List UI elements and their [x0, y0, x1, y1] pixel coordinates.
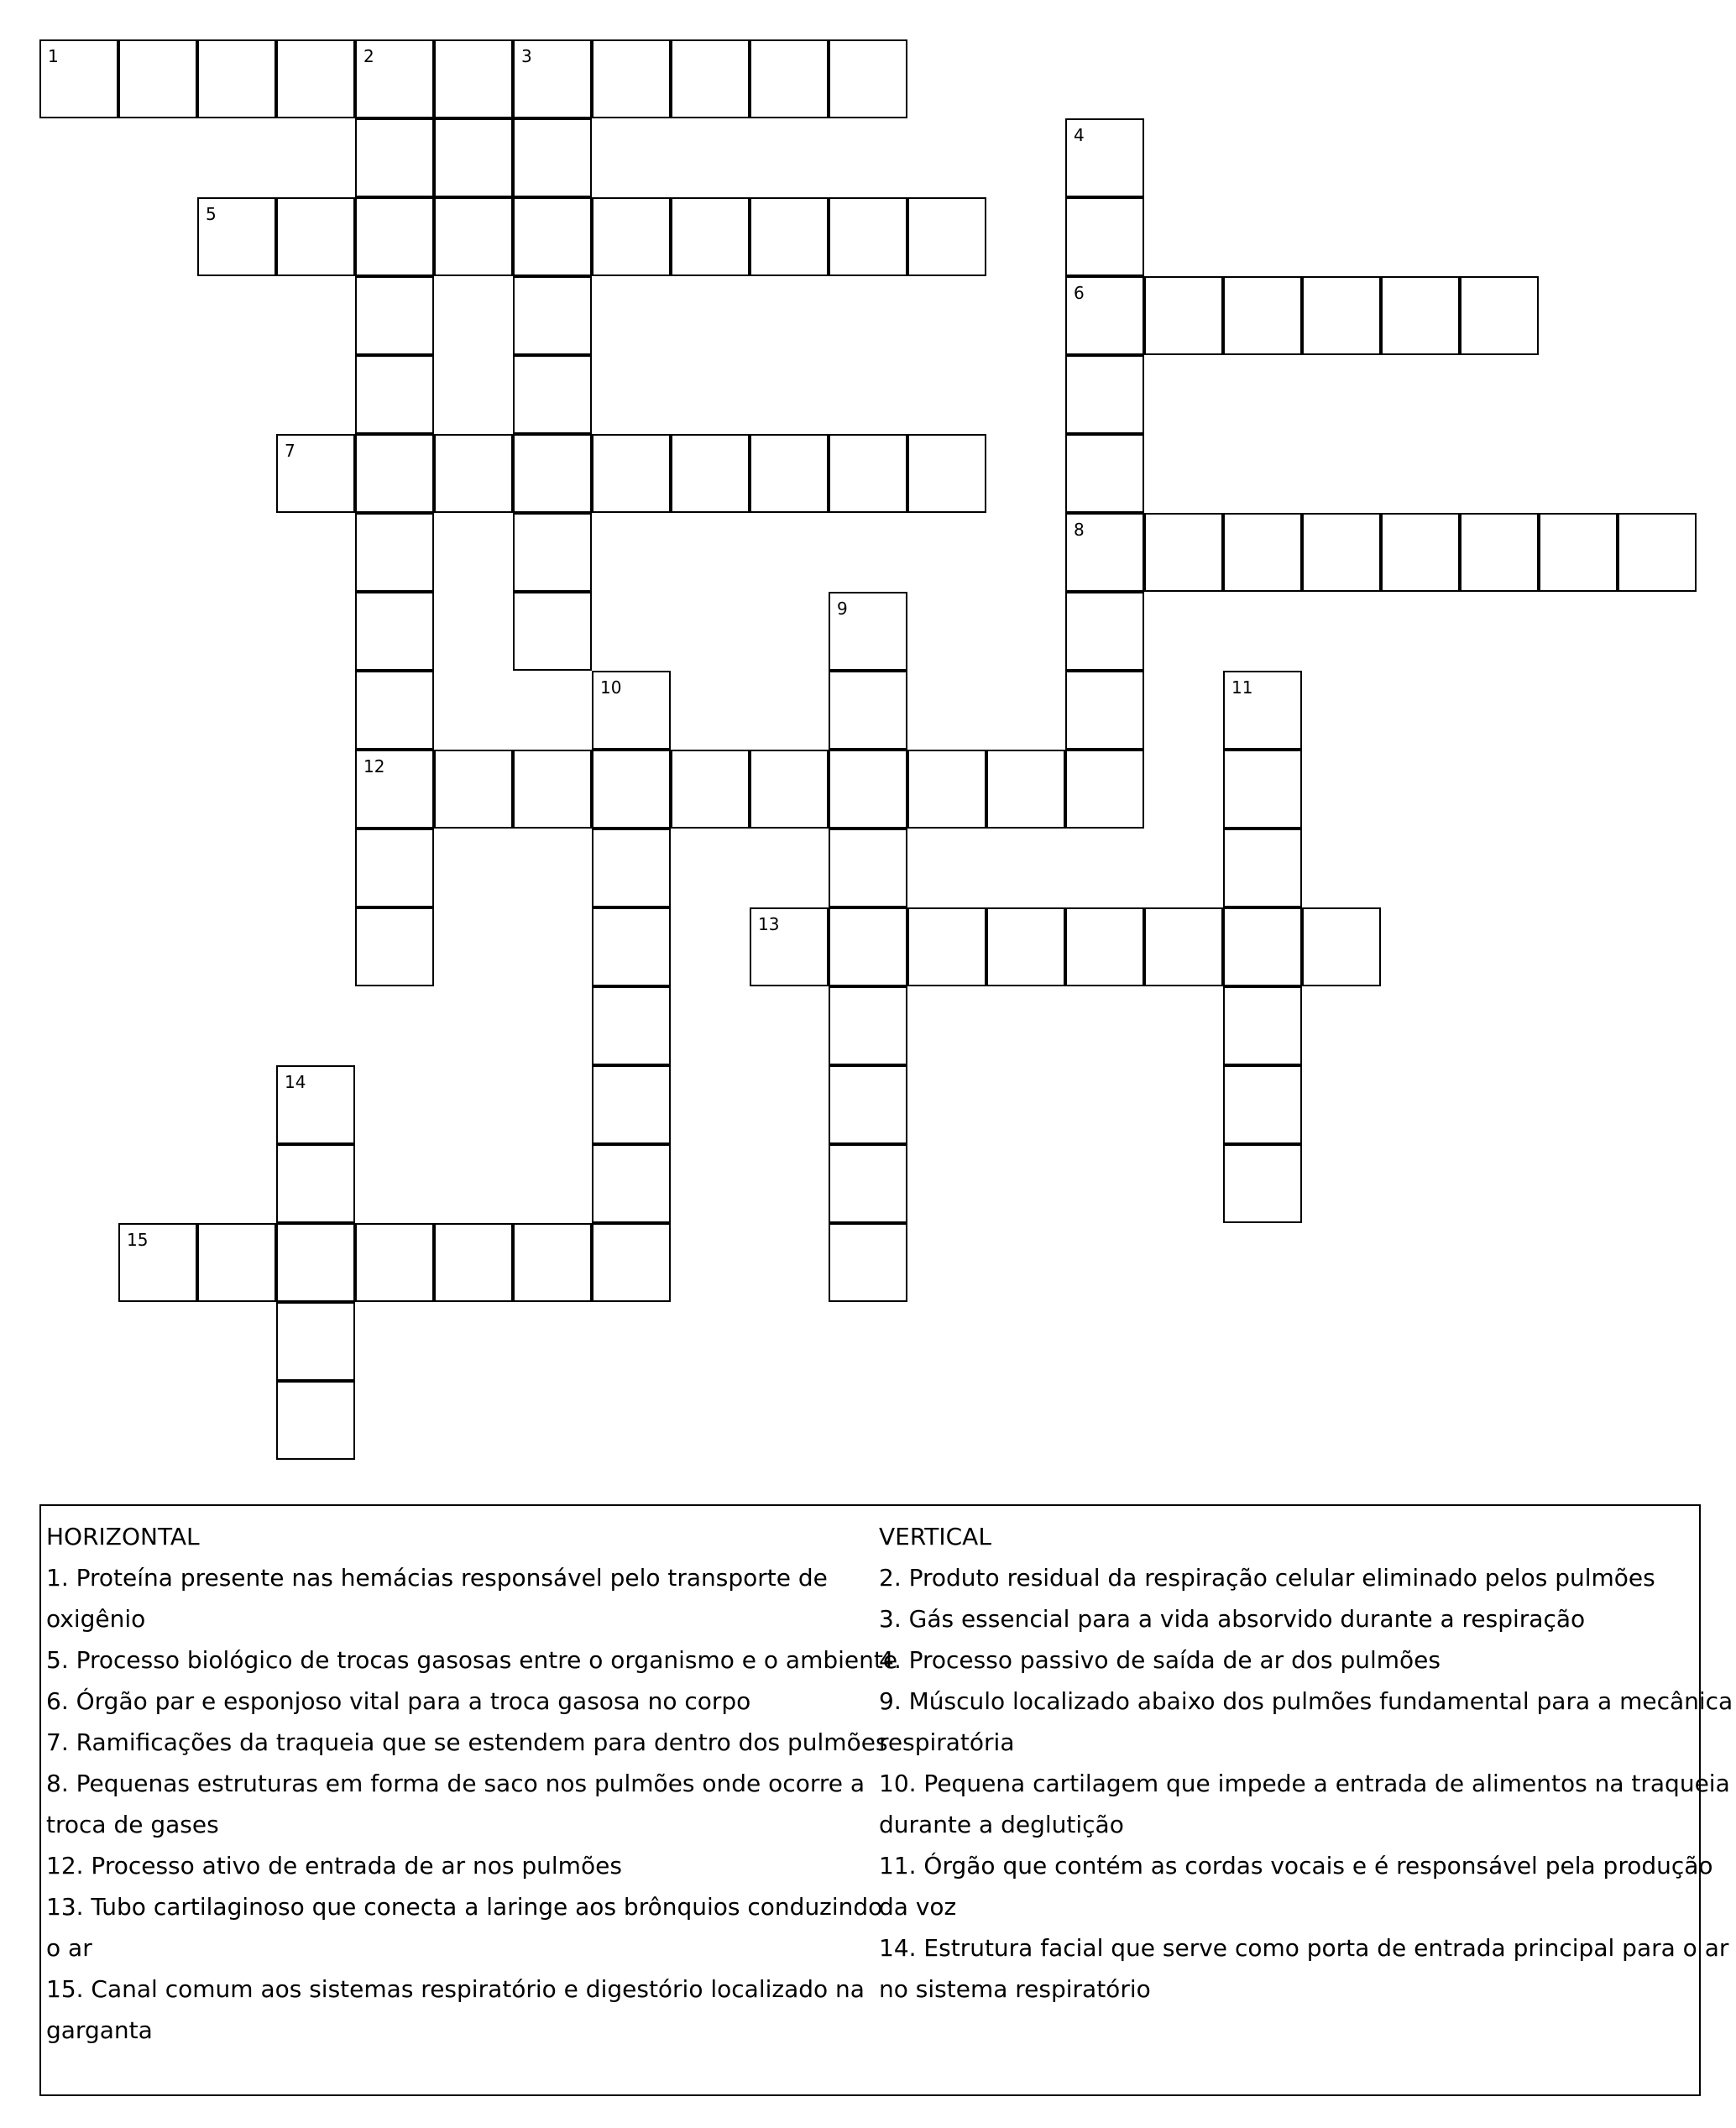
- crossword-cell[interactable]: [355, 197, 434, 276]
- crossword-cell[interactable]: [276, 434, 355, 513]
- crossword-cell[interactable]: [829, 829, 907, 907]
- clues-box: [39, 1504, 1733, 2096]
- crossword-cell[interactable]: [513, 276, 592, 355]
- crossword-cell[interactable]: [907, 434, 986, 513]
- horizontal-clue-line: garganta: [46, 2016, 153, 2044]
- crossword-cell[interactable]: [355, 434, 434, 513]
- crossword-cell[interactable]: [355, 671, 434, 750]
- vertical-clue-line: 14. Estrutura facial que serve como porta de entrada principal para o ar: [879, 1934, 1729, 1962]
- vertical-clue-line: 4. Processo passivo de saída de ar dos pulmões: [879, 1646, 1441, 1674]
- crossword-cell[interactable]: [1065, 434, 1144, 513]
- horizontal-heading: HORIZONTAL: [46, 1523, 200, 1550]
- crossword-cell[interactable]: [513, 118, 592, 197]
- cell-number: 7: [285, 441, 295, 461]
- crossword-cell[interactable]: [1065, 355, 1144, 434]
- crossword-cell[interactable]: [1539, 513, 1618, 592]
- cell-number: 2: [363, 46, 374, 66]
- crossword-cell[interactable]: [592, 907, 671, 986]
- crossword-cell[interactable]: [592, 434, 671, 513]
- cell-number: 8: [1074, 520, 1085, 540]
- crossword-cell[interactable]: [1223, 907, 1302, 986]
- crossword-cell[interactable]: [1065, 197, 1144, 276]
- crossword-cell[interactable]: [1065, 276, 1144, 355]
- vertical-clue-line: 11. Órgão que contém as cordas vocais e é responsável pela produção: [879, 1852, 1713, 1880]
- crossword-cell[interactable]: [197, 197, 276, 276]
- vertical-clue-line: da voz: [879, 1893, 957, 1921]
- crossword-cell[interactable]: [829, 434, 907, 513]
- crossword-cell[interactable]: [1144, 907, 1223, 986]
- crossword-cell[interactable]: [1302, 907, 1381, 986]
- crossword-cell[interactable]: [592, 829, 671, 907]
- crossword-cell[interactable]: [355, 276, 434, 355]
- crossword-cell[interactable]: [750, 434, 829, 513]
- cell-number: 9: [837, 599, 848, 619]
- cell-number: 11: [1231, 677, 1253, 698]
- crossword-cell[interactable]: [355, 355, 434, 434]
- crossword-cell[interactable]: [276, 197, 355, 276]
- cell-number: 4: [1074, 125, 1085, 145]
- horizontal-clue-line: 7. Ramificações da traqueia que se estendem para dentro dos pulmões: [46, 1728, 888, 1756]
- crossword-cell[interactable]: [1381, 513, 1460, 592]
- crossword-cell[interactable]: [592, 39, 671, 118]
- crossword-cell[interactable]: [750, 750, 829, 829]
- crossword-cell[interactable]: [1065, 513, 1144, 592]
- crossword-cell[interactable]: [671, 39, 750, 118]
- crossword-cell[interactable]: [1223, 276, 1302, 355]
- crossword-cell[interactable]: [1223, 1065, 1302, 1144]
- crossword-cell[interactable]: [118, 1223, 197, 1302]
- crossword-cell[interactable]: [671, 197, 750, 276]
- vertical-clue-line: respiratória: [879, 1728, 1015, 1756]
- vertical-clues: [879, 1516, 1733, 2010]
- crossword-cell[interactable]: [513, 1223, 592, 1302]
- horizontal-clue-line: 1. Proteína presente nas hemácias responsável pelo transporte de: [46, 1564, 828, 1592]
- crossword-cell[interactable]: [197, 1223, 276, 1302]
- crossword-cell[interactable]: [434, 39, 513, 118]
- crossword-cell[interactable]: [986, 750, 1065, 829]
- crossword-cell[interactable]: [907, 907, 986, 986]
- crossword-cell[interactable]: [592, 197, 671, 276]
- horizontal-clue-line: 15. Canal comum aos sistemas respiratório e digestório localizado na: [46, 1975, 865, 2003]
- crossword-cell[interactable]: [1065, 907, 1144, 986]
- crossword-cell[interactable]: [986, 907, 1065, 986]
- crossword-cell[interactable]: [829, 986, 907, 1065]
- crossword-cell[interactable]: [276, 1223, 355, 1302]
- horizontal-clues: [46, 1516, 898, 2051]
- crossword-cell[interactable]: [355, 829, 434, 907]
- horizontal-clue-line: oxigênio: [46, 1605, 146, 1633]
- crossword-cell[interactable]: [829, 197, 907, 276]
- crossword-cell[interactable]: [39, 39, 118, 118]
- crossword-cell[interactable]: [1618, 513, 1697, 592]
- vertical-clue-line: 10. Pequena cartilagem que impede a entrada de alimentos na traqueia: [879, 1770, 1730, 1797]
- crossword-cell[interactable]: [1381, 276, 1460, 355]
- crossword-cell[interactable]: [1223, 1144, 1302, 1223]
- crossword-cell[interactable]: [513, 592, 592, 671]
- crossword-cell[interactable]: [592, 986, 671, 1065]
- vertical-clue-line: 9. Músculo localizado abaixo dos pulmões fundamental para a mecânica: [879, 1687, 1733, 1715]
- crossword-cell[interactable]: [513, 434, 592, 513]
- crossword-cell[interactable]: [1065, 750, 1144, 829]
- crossword-cell[interactable]: [355, 118, 434, 197]
- crossword-cell[interactable]: [434, 1223, 513, 1302]
- crossword-cell[interactable]: [1144, 276, 1223, 355]
- crossword-cell[interactable]: [671, 750, 750, 829]
- crossword-cell[interactable]: [513, 39, 592, 118]
- crossword-cell[interactable]: [276, 39, 355, 118]
- cell-number: 12: [363, 756, 385, 776]
- cell-number: 1: [48, 46, 59, 66]
- crossword-cell[interactable]: [355, 592, 434, 671]
- crossword-cell[interactable]: [592, 671, 671, 750]
- crossword-cell[interactable]: [907, 197, 986, 276]
- crossword-cell[interactable]: [829, 1144, 907, 1223]
- cell-number: 5: [206, 204, 217, 224]
- cell-number: 14: [285, 1072, 306, 1092]
- crossword-cell[interactable]: [1223, 671, 1302, 750]
- crossword-cell[interactable]: [434, 434, 513, 513]
- crossword-cell[interactable]: [276, 1144, 355, 1223]
- crossword-cell[interactable]: [276, 1065, 355, 1144]
- crossword-cell[interactable]: [513, 355, 592, 434]
- crossword-cell[interactable]: [1144, 513, 1223, 592]
- horizontal-clue-line: o ar: [46, 1934, 92, 1962]
- horizontal-clue-line: 6. Órgão par e esponjoso vital para a troca gasosa no corpo: [46, 1687, 751, 1715]
- crossword-cell[interactable]: [671, 434, 750, 513]
- crossword-cell[interactable]: [276, 1302, 355, 1381]
- crossword-cell[interactable]: [1223, 513, 1302, 592]
- crossword-cell[interactable]: [1302, 513, 1381, 592]
- crossword-cell[interactable]: [118, 39, 197, 118]
- crossword-cell[interactable]: [1302, 276, 1381, 355]
- crossword-cell[interactable]: [592, 1065, 671, 1144]
- vertical-heading: VERTICAL: [879, 1523, 991, 1550]
- crossword-cell[interactable]: [1065, 592, 1144, 671]
- crossword-cell[interactable]: [592, 750, 671, 829]
- crossword-cell[interactable]: [829, 1223, 907, 1302]
- crossword-cell[interactable]: [592, 1223, 671, 1302]
- crossword-cell[interactable]: [513, 513, 592, 592]
- cell-number: 6: [1074, 283, 1085, 303]
- crossword-cell[interactable]: [355, 513, 434, 592]
- crossword-cell[interactable]: [434, 197, 513, 276]
- crossword-cell[interactable]: [829, 907, 907, 986]
- vertical-clue-line: 3. Gás essencial para a vida absorvido durante a respiração: [879, 1605, 1586, 1633]
- crossword-cell[interactable]: [750, 39, 829, 118]
- horizontal-clue-line: 13. Tubo cartilaginoso que conecta a laringe aos brônquios conduzindo: [46, 1893, 883, 1921]
- cell-number: 10: [600, 677, 622, 698]
- horizontal-clue-line: 5. Processo biológico de trocas gasosas entre o organismo e o ambiente: [46, 1646, 898, 1674]
- crossword-cell[interactable]: [829, 671, 907, 750]
- crossword-cell[interactable]: [1223, 750, 1302, 829]
- crossword-cell[interactable]: [197, 39, 276, 118]
- crossword-cell[interactable]: [513, 197, 592, 276]
- cell-number: 13: [758, 914, 780, 934]
- crossword-cell[interactable]: [829, 39, 907, 118]
- crossword-cell[interactable]: [1460, 276, 1539, 355]
- vertical-clue-line: durante a deglutição: [879, 1811, 1124, 1838]
- vertical-clue-line: no sistema respiratório: [879, 1975, 1151, 2003]
- crossword-cell[interactable]: [1223, 829, 1302, 907]
- crossword-cell[interactable]: [1065, 118, 1144, 197]
- crossword-cell[interactable]: [513, 750, 592, 829]
- horizontal-clue-line: troca de gases: [46, 1811, 219, 1838]
- crossword-cell[interactable]: [434, 750, 513, 829]
- crossword-cell[interactable]: [829, 1065, 907, 1144]
- crossword-cell[interactable]: [355, 1223, 434, 1302]
- crossword-cell[interactable]: [907, 750, 986, 829]
- cell-number: 3: [521, 46, 532, 66]
- horizontal-clue-line: 8. Pequenas estruturas em forma de saco nos pulmões onde ocorre a: [46, 1770, 865, 1797]
- crossword-cell[interactable]: [1223, 986, 1302, 1065]
- crossword-cell[interactable]: [434, 118, 513, 197]
- crossword-cell[interactable]: [829, 750, 907, 829]
- crossword-cell[interactable]: [355, 750, 434, 829]
- crossword-cell[interactable]: [592, 1144, 671, 1223]
- crossword-cell[interactable]: [1065, 671, 1144, 750]
- vertical-clue-line: 2. Produto residual da respiração celular eliminado pelos pulmões: [879, 1564, 1655, 1592]
- crossword-cell[interactable]: [750, 907, 829, 986]
- crossword-cell[interactable]: [750, 197, 829, 276]
- crossword-cell[interactable]: [355, 39, 434, 118]
- cell-number: 15: [127, 1230, 149, 1250]
- horizontal-clue-line: 12. Processo ativo de entrada de ar nos pulmões: [46, 1852, 622, 1880]
- crossword-cell[interactable]: [1460, 513, 1539, 592]
- crossword-cell[interactable]: [355, 907, 434, 986]
- crossword-cell[interactable]: [276, 1381, 355, 1460]
- crossword-cell[interactable]: [829, 592, 907, 671]
